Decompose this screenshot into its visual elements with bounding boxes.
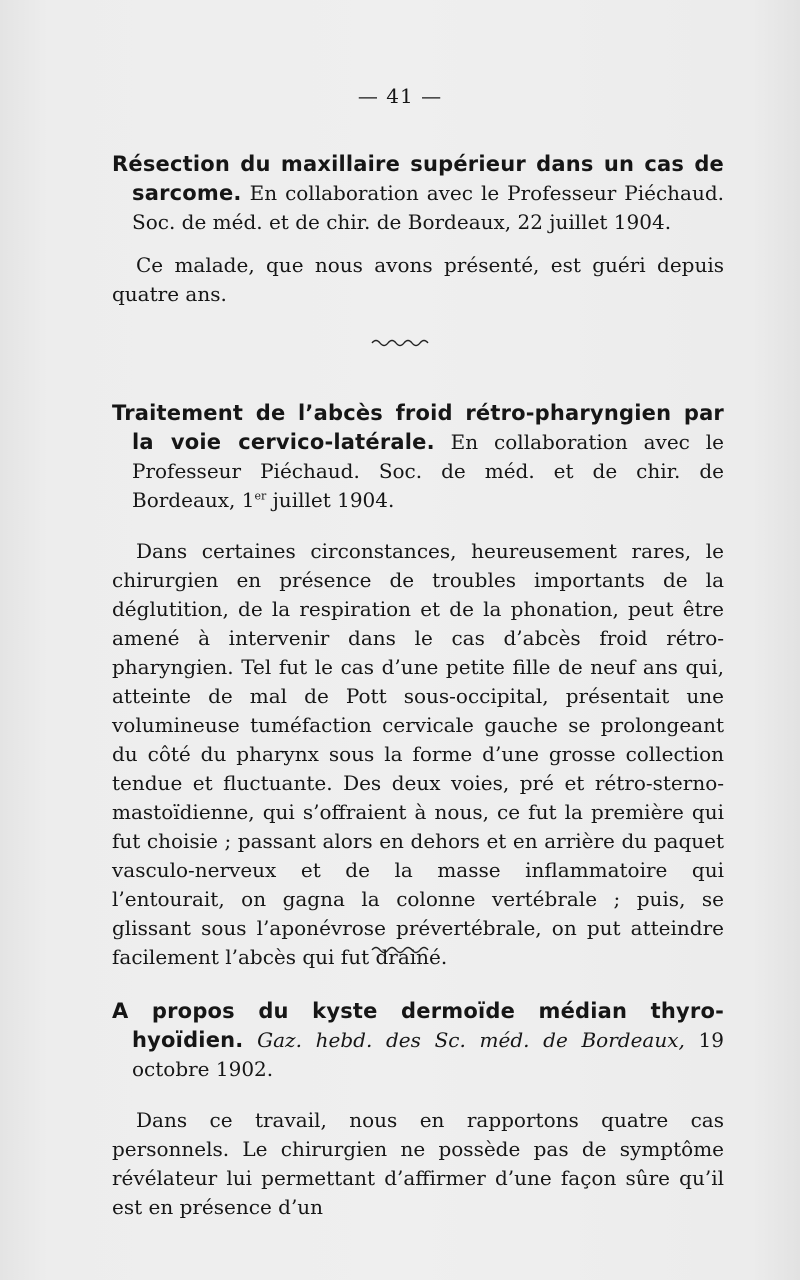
entry-paragraph: Ce malade, que nous avons présenté, est guéri depuis quatre ans. xyxy=(112,253,724,306)
entry-citation-text: En collaboration avec le Professeur Piéchaud. Soc. de méd. et de chir. de Bordeaux, 1 xyxy=(132,430,724,512)
entry-paragraph: Dans certaines circonstances, heureusement rares, le chirurgien en présence de troubles importants de la déglutition, de la respiration et de la phonation, peut être amené à intervenir dans le cas d’abcès froid rétro-pharyngien. Tel fut le cas d’une petite fille de neuf ans qui, atteinte de mal de Pott sous-occipital, présentait une volumineuse tuméfaction cervicale gauche se prolongeant du côté du pharynx sous la forme d’une grosse collection tendue et fluctuante. Des deux voies, pré et rétro-sterno-mastoïdienne, qui s’offraient à nous, ce fut la première qui fut choisie ; passant alors en dehors et en arrière du paquet vasculo-nerveux et de la masse inflammatoire qui l’entourait, on gagna la colonne vertébrale ; puis, se glissant sous l’aponévrose prévertébrale, on put atteindre facilement l’abcès qui fut drainé. xyxy=(112,539,724,969)
entry-citation-text: En collaboration avec le Professeur Piéchaud. Soc. de méd. et de chir. de Bordeaux, 22 juillet 1904. xyxy=(132,181,724,234)
entry-citation xyxy=(112,150,724,237)
entry-journal: Gaz. hebd. des Sc. méd. de Bordeaux, xyxy=(257,1028,685,1052)
entry-paragraph: Dans ce travail, nous en rapportons quatre cas personnels. Le chirurgien ne possède pas de symptôme révélateur lui permettant d’affirmer d’une façon sûre qu’il est en présence d’un xyxy=(112,1108,724,1219)
entry-heading: Résection du maxillaire supérieur dans un cas de sarcome. xyxy=(112,152,724,205)
entry-citation-date: 19 octobre 1902. xyxy=(132,1028,725,1081)
publication-entry-resection xyxy=(112,150,724,309)
page-number: — 41 — xyxy=(357,84,443,108)
entry-heading: A propos du kyste dermoïde médian thyro-hyoïdien. xyxy=(112,999,724,1052)
entry-citation-superscript: er xyxy=(254,489,267,503)
entry-citation-date: juillet 1904. xyxy=(266,488,395,512)
section-separator-ornament xyxy=(370,944,432,954)
section-separator-ornament xyxy=(370,337,432,347)
entry-heading: Traitement de l’abcès froid rétro-pharyngien par la voie cervico-latérale. xyxy=(112,401,724,454)
publication-entry-abces xyxy=(112,399,724,972)
entry-citation xyxy=(112,997,724,1084)
publication-entry-kyste xyxy=(112,997,724,1222)
entry-citation xyxy=(112,399,724,515)
